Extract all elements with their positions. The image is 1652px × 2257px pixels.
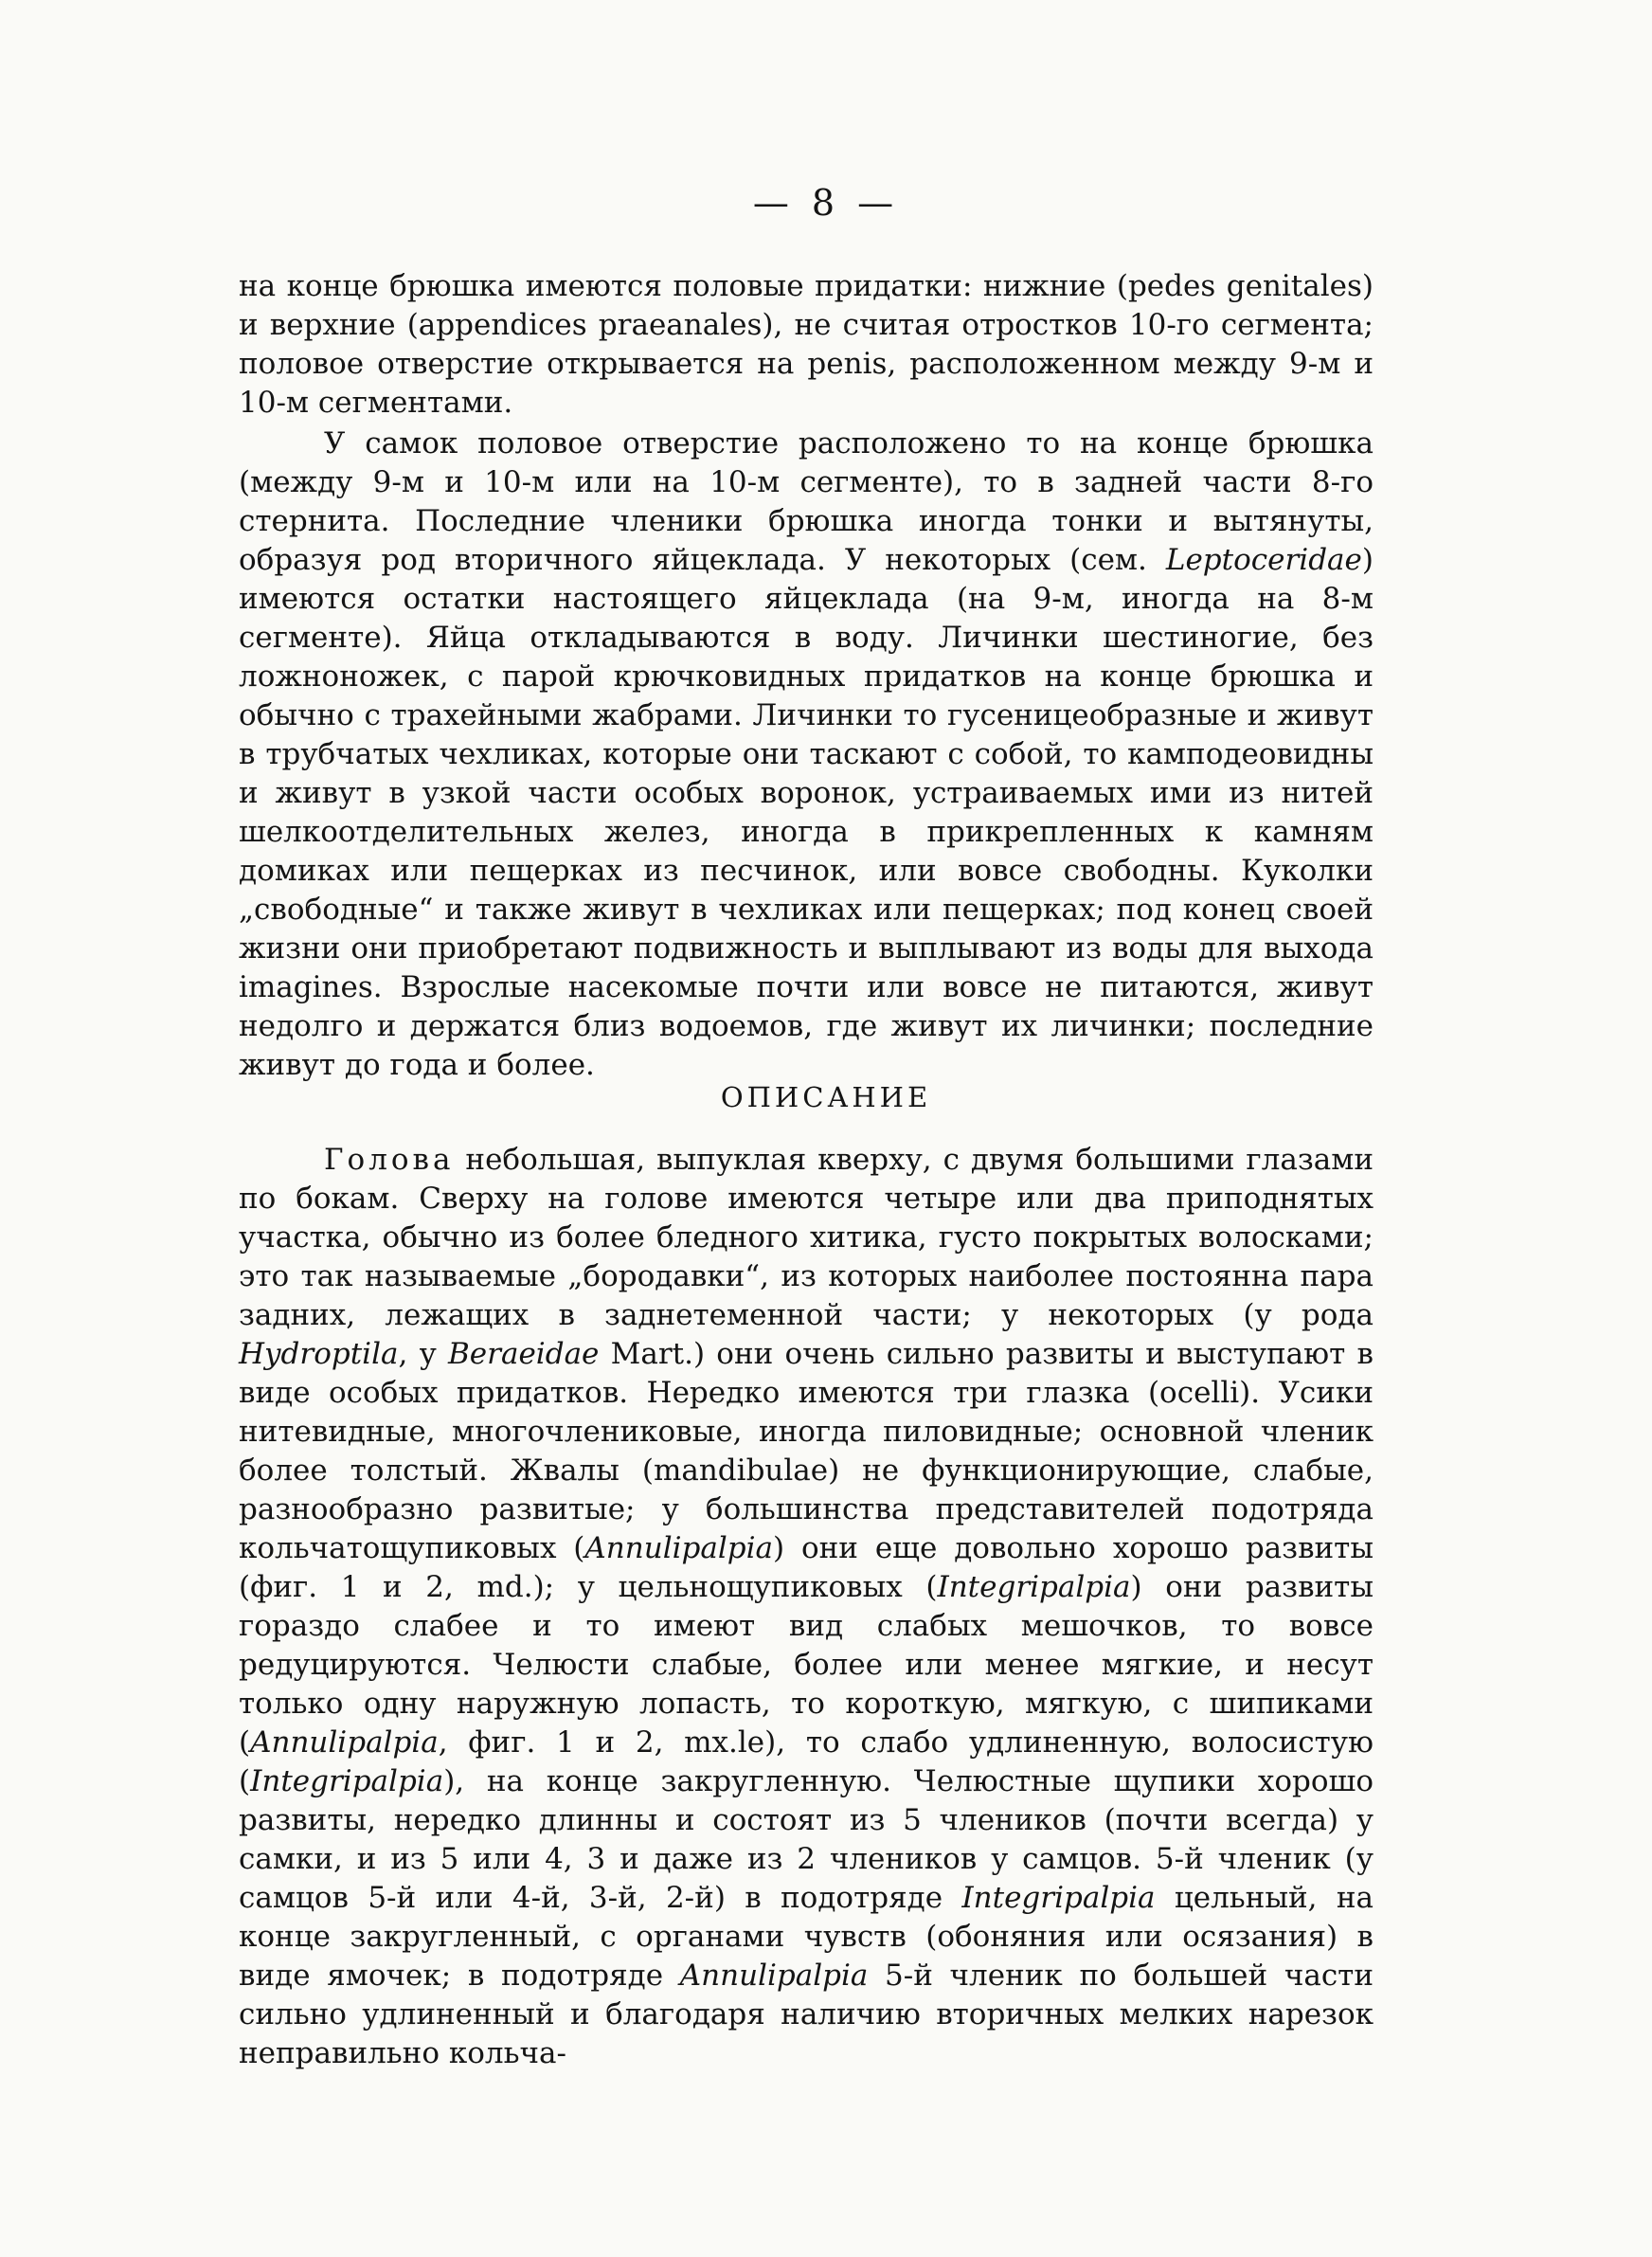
paragraph-text: Mart.) они очень сильно развиты и выступают в виде особых придатков. Нередко имеются три глазка (ocelli). Усики нитевидные, многочлениковые, иногда пиловидные; основной членик более толстый. Жвалы (mandibulae) не функционирующие, слабые, разнообразно развитые; у большинства представителей подотряда кольчатощупиковых (	[239, 1337, 1374, 1565]
paragraph-genitalia	[239, 267, 1374, 423]
paragraph-text: У самок половое отверстие расположено то на конце брюшка (между 9-м и 10-м или на 10-м сегменте), то в задней части 8-го стернита. Последние членики брюшка иногда тонки и вытянуты, образуя род вторичного яйцеклада. У некоторых (сем.	[239, 426, 1374, 577]
paragraph-text: цельный, на конце закругленный, с органами чувств (обоняния или осязания) в виде ямочек; в подотряде	[239, 1881, 1374, 1993]
taxon-name: Annulipalpia	[679, 1959, 869, 1993]
paragraph-text: ), на конце закругленную. Челюстные щупики хорошо развиты, нередко длинны и состоят из 5 члеников (почти всегда) у самки, и из 5 или 4, 3 и даже из 2 члеников у самцов. 5-й членик (у самцов 5-й или 4-й, 3-й, 2-й) в подотряде	[239, 1764, 1374, 1915]
paragraph-text: небольшая, выпуклая кверху, с двумя большими глазами по бокам. Сверху на голове имеются четыре или два приподнятых участка, обычно из более бледного хитика, густо покрытых волосками; это так называемые „бородавки“, из которых наиболее постоянна пара задних, лежащих в заднетеменной части; у некоторых (у рода	[239, 1143, 1374, 1332]
taxon-name: Integripalpia	[961, 1881, 1156, 1915]
taxon-name: Leptoceridae	[1165, 543, 1362, 577]
paragraph-text: ) они развиты гораздо слабее и то имеют вид слабых мешочков, то вовсе редуцируются. Челюсти слабые, более или менее мягкие, и несут только одну наружную лопасть, то короткую, мягкую, с шипиками (	[239, 1570, 1374, 1760]
paragraph-text: , у	[398, 1337, 449, 1371]
section-heading: ОПИСАНИЕ	[720, 1081, 932, 1113]
taxon-name: Annulipalpia	[584, 1531, 773, 1565]
page-number: — 8 —	[752, 182, 900, 224]
taxon-name: Beraeidae	[448, 1337, 600, 1371]
paragraph-text: ) имеются остатки настоящего яйцеклада (на 9-м, иногда на 8-м сегменте). Яйца откладываются в воду. Личинки шестиногие, без ложноножек, с парой крючковидных придатков на конце брюшка и обычно с трахейными жабрами. Личинки то гусеницеобразные и живут в трубчатых чехликах, которые они таскают с собой, то камподеовидны и живут в узкой части особых воронок, устраиваемых ими из нитей шелкоотделительных желез, иногда в прикрепленных к камням домиках или пещерках из песчинок, или вовсе свободны. Куколки „свободные“ и также живут в чехликах или пещерках; под конец своей жизни они приобретают подвижность и выплывают из воды для выхода imagines. Взрослые насекомые почти или вовсе не питаются, живут недолго и держатся близ водоемов, где живут их личинки; последние живут до года и более.	[239, 543, 1374, 1082]
taxon-name: Annulipalpia	[250, 1725, 439, 1760]
taxon-name: Integripalpia	[250, 1764, 444, 1798]
paragraph-females-larvae	[239, 424, 1374, 1085]
paragraph-head-description	[239, 1141, 1374, 2073]
taxon-name: Integripalpia	[937, 1570, 1131, 1604]
paragraph-text: 5-й членик по большей части сильно удлиненный и благодаря наличию вторичных мелких нарезок неправильно кольча-	[239, 1959, 1374, 2070]
paragraph-text: на конце брюшка имеются половые придатки: нижние (pedes genitales) и верхние (appendices praeanales), не считая отростков 10-го сегмента; половое отверстие открывается на penis, расположенном между 9-м и 10-м сегментами.	[239, 269, 1374, 420]
paragraph-text: , фиг. 1 и 2, mx.le), то слабо удлиненную, волосистую (	[239, 1725, 1374, 1798]
taxon-name: Hydroptila	[239, 1337, 399, 1371]
lead-term: Голова	[324, 1143, 455, 1177]
paragraph-text: ) они еще довольно хорошо развиты (фиг. 1 и 2, md.); у цельнощупиковых (	[239, 1531, 1374, 1604]
